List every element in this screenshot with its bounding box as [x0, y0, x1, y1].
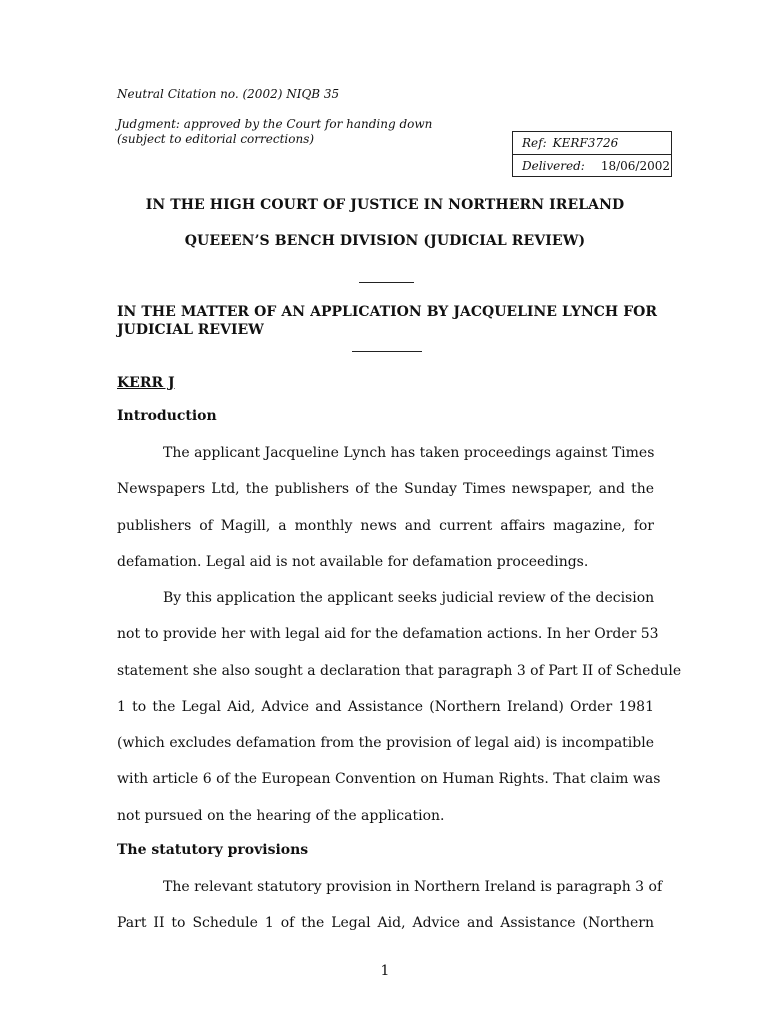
paragraph-line: statement she also sought a declaration that paragraph 3 of Part II of Schedule: [117, 662, 682, 679]
matter-title-line-2: JUDICIAL REVIEW: [117, 322, 264, 338]
paragraph-line: The applicant Jacqueline Lynch has taken proceedings against Times: [163, 445, 655, 461]
paragraph-line: (which excludes defamation from the provision of legal aid) is incompatible: [117, 735, 654, 752]
delivered-value: 18/06/2002: [600, 159, 671, 173]
paragraph-line: with article 6 of the European Convention on Human Rights. That claim was: [117, 771, 661, 788]
paragraph-3: [117, 869, 663, 942]
ref-label: Ref:: [522, 136, 547, 150]
judgment-note: [117, 117, 432, 147]
paragraph-line: publishers of Magill, a monthly news and current affairs magazine, for: [117, 517, 654, 534]
paragraph-line: Newspapers Ltd, the publishers of the Sunday Times newspaper, and the: [117, 481, 654, 498]
paragraph-1: [117, 435, 654, 580]
paragraph-line: Part II to Schedule 1 of the Legal Aid, Advice and Assistance (Northern: [117, 915, 654, 932]
division-title: QUEEEN’S BENCH DIVISION (JUDICIAL REVIEW): [184, 233, 586, 249]
matter-title-line-1: IN THE MATTER OF AN APPLICATION BY JACQUELINE LYNCH FOR: [117, 304, 657, 320]
delivered-label: Delivered:: [522, 159, 585, 173]
paragraph-line: not to provide her with legal aid for the defamation actions. In her Order 53: [117, 626, 659, 643]
divider-rule: [359, 282, 414, 283]
judgment-note-line-1: Judgment: approved by the Court for handing down: [117, 117, 433, 131]
court-title: IN THE HIGH COURT OF JUSTICE IN NORTHERN IRELAND: [145, 197, 625, 213]
paragraph-line: The relevant statutory provision in Northern Ireland is paragraph 3 of: [163, 879, 663, 895]
page-number: 1: [380, 963, 390, 979]
delivered-row: [513, 154, 671, 177]
matter-title: [117, 303, 657, 339]
neutral-citation: Neutral Citation no. (2002) NIQB 35: [117, 87, 340, 101]
ref-value: KERF3726: [552, 136, 619, 150]
section-heading-statutory-provisions: The statutory provisions: [117, 842, 309, 858]
paragraph-line: By this application the applicant seeks judicial review of the decision: [163, 590, 655, 606]
section-heading-introduction: Introduction: [117, 408, 217, 424]
paragraph-line: 1 to the Legal Aid, Advice and Assistance (Northern Ireland) Order 1981: [117, 698, 654, 715]
divider-rule: [352, 351, 422, 352]
ref-row: [513, 132, 671, 154]
paragraph-line: defamation. Legal aid is not available for defamation proceedings.: [117, 553, 589, 570]
reference-box: [512, 131, 672, 177]
judge-name: KERR J: [117, 375, 175, 391]
judgment-note-line-2: (subject to editorial corrections): [117, 132, 315, 146]
paragraph-line: not pursued on the hearing of the application.: [117, 807, 445, 824]
paragraph-2: [117, 580, 682, 834]
